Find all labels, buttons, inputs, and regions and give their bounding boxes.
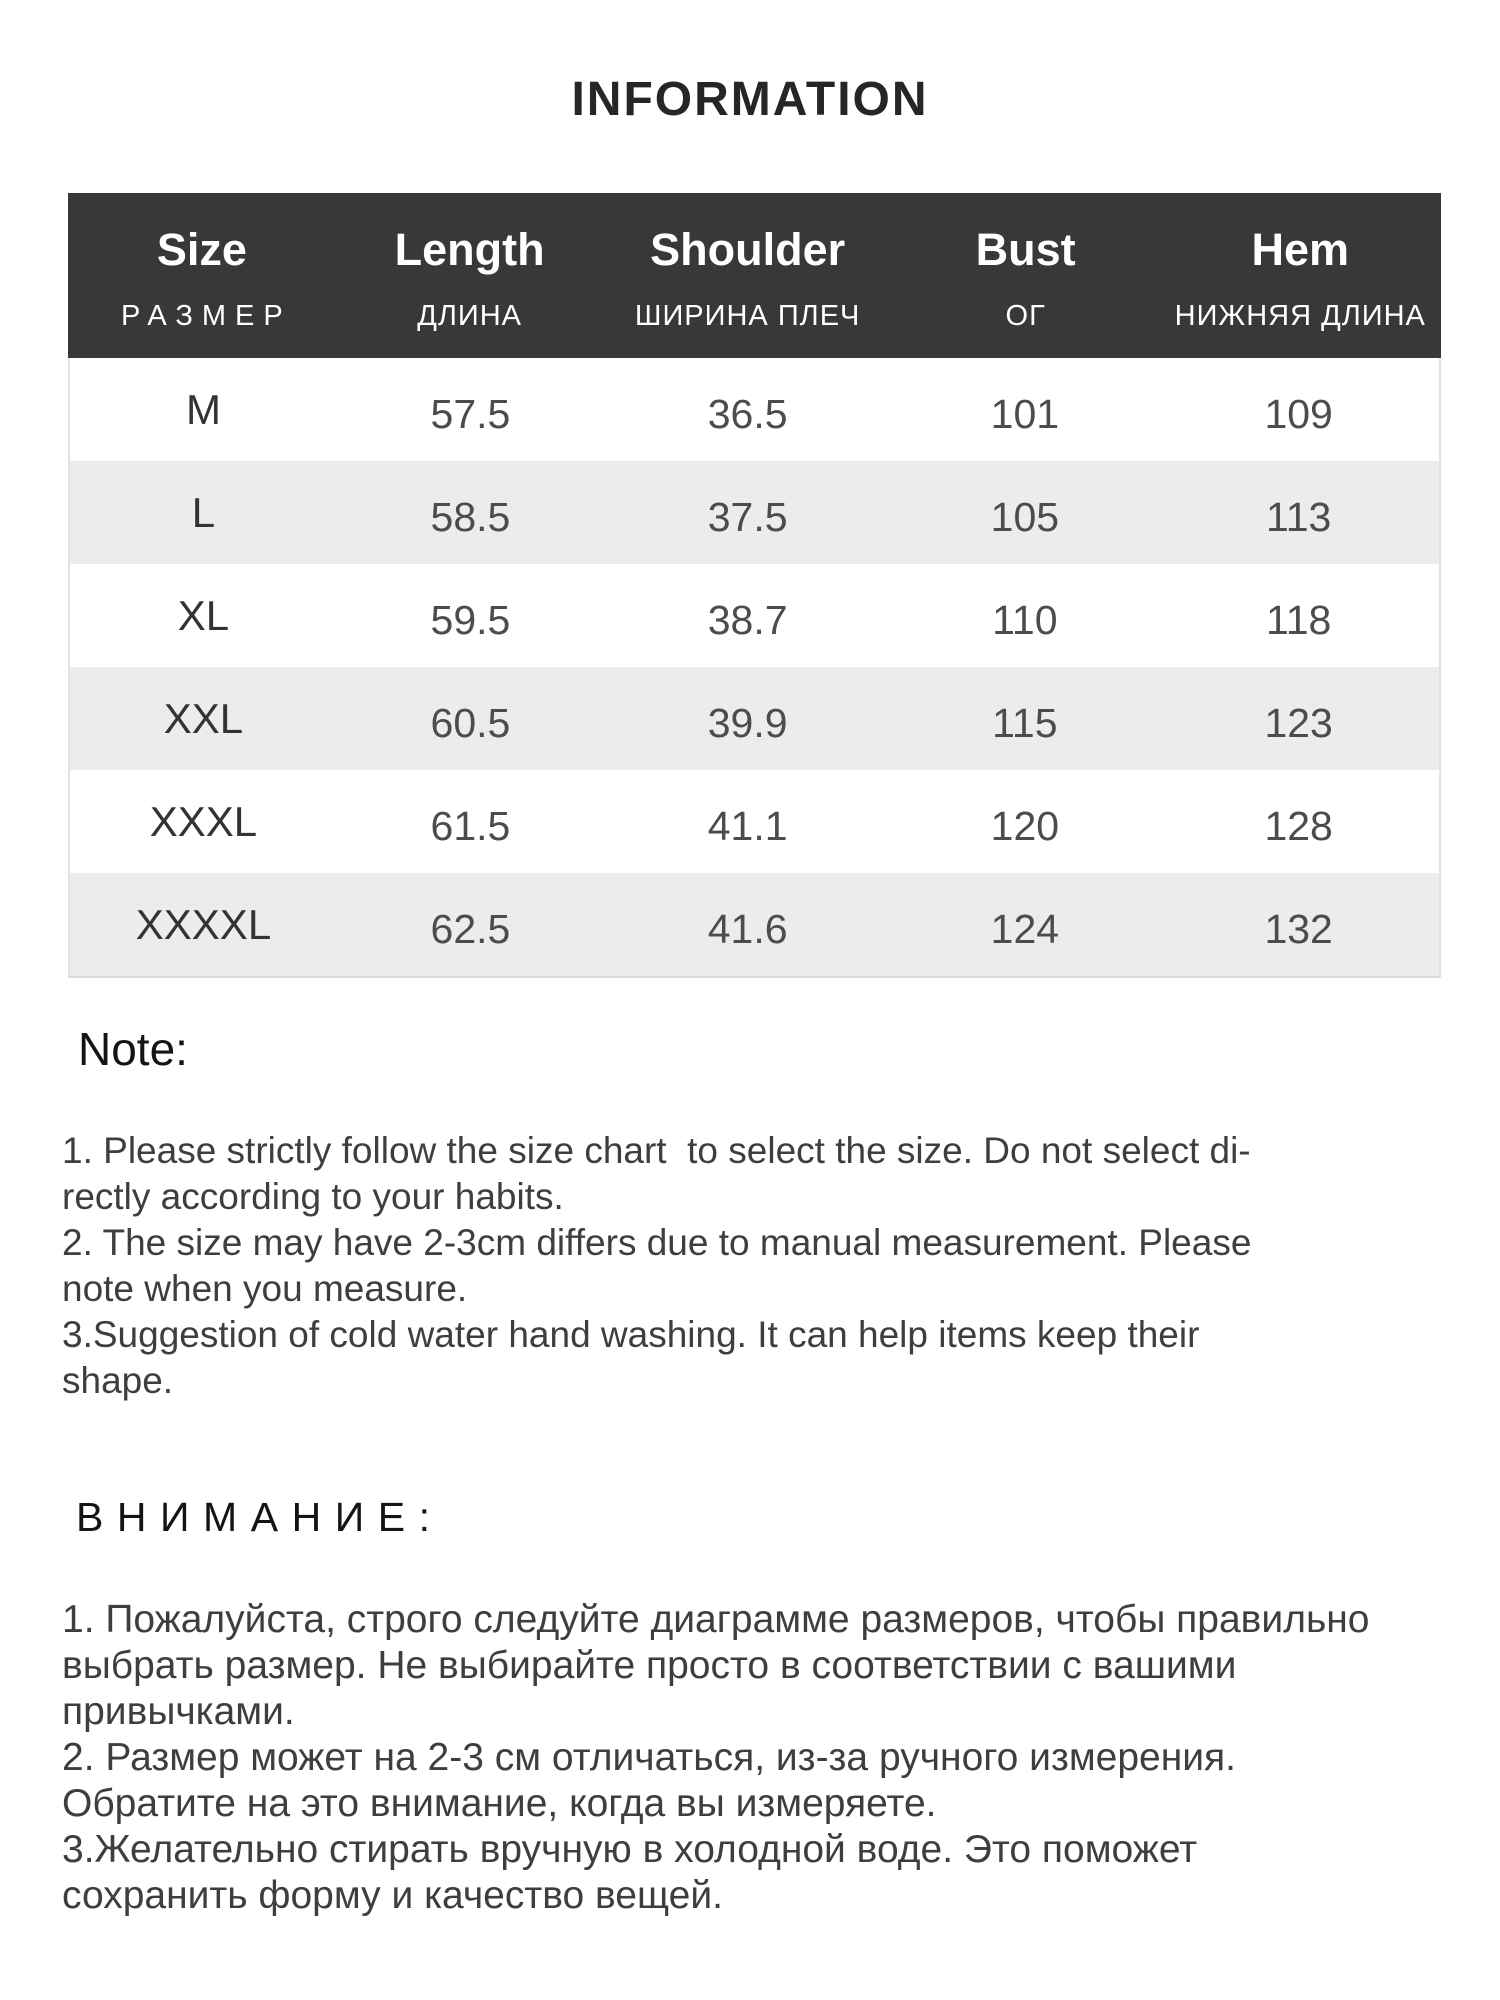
note-line: 3.Suggestion of cold water hand washing. It can help items keep their: [62, 1314, 1200, 1355]
hem-value: 128: [1264, 803, 1333, 849]
length-value: 60.5: [430, 700, 511, 746]
shoulder-value: 39.9: [707, 700, 788, 746]
length-value: 58.5: [430, 494, 511, 540]
bust-value: 124: [990, 906, 1060, 952]
note-line: 1. Пожалуйста, строго следуйте диаграмме размеров, чтобы правильно: [62, 1598, 1370, 1641]
length-value: 62.5: [430, 906, 511, 952]
column-header-hem: [1160, 193, 1441, 358]
size-value: M: [185, 385, 221, 433]
length-value: 59.5: [430, 597, 511, 643]
note-line: note when you measure.: [62, 1268, 468, 1309]
column-header-hem-ru: НИЖНЯЯ ДЛИНА: [1174, 300, 1426, 332]
note-line: Обратите на это внимание, когда вы измеряете.: [62, 1782, 937, 1825]
column-header-shoulder: [603, 193, 891, 358]
note-line: 2. Размер может на 2-3 см отличаться, из-за ручного измерения.: [62, 1736, 1236, 1779]
column-header-bust-en: Bust: [975, 224, 1076, 275]
table-row-m: [70, 358, 1439, 461]
note-line: сохранить форму и качество вещей.: [62, 1874, 723, 1917]
shoulder-value: 36.5: [707, 391, 788, 437]
column-header-bust-ru: ОГ: [1005, 300, 1046, 332]
shoulder-value: 41.1: [707, 803, 788, 849]
size-value: XL: [177, 591, 230, 639]
note-heading-english: Note:: [78, 1023, 188, 1075]
column-header-length: [336, 193, 604, 358]
bust-value: 115: [992, 700, 1058, 746]
size-value: L: [191, 488, 216, 536]
column-header-hem-en: Hem: [1251, 224, 1350, 275]
column-header-bust: [892, 193, 1160, 358]
note-section-russian: [62, 1494, 1462, 1919]
hem-value: 109: [1264, 391, 1333, 437]
hem-value: 123: [1264, 700, 1333, 746]
note-section-english: [62, 1022, 1462, 1404]
note-line: 2. The size may have 2-3cm differs due to manual measurement. Please: [62, 1222, 1252, 1263]
hem-value: 113: [1265, 494, 1332, 540]
note-heading-russian: ВНИМАНИЕ:: [76, 1494, 444, 1540]
size-value: XXL: [163, 694, 244, 742]
table-body: [68, 358, 1441, 978]
note-line: привычками.: [62, 1690, 295, 1733]
shoulder-value: 38.7: [707, 597, 788, 643]
bust-value: 120: [990, 803, 1060, 849]
table-row-xl: [70, 564, 1439, 667]
note-line: shape.: [62, 1360, 174, 1401]
table-header-row: [68, 193, 1441, 358]
size-value: XXXL: [149, 797, 258, 845]
length-value: 57.5: [430, 391, 511, 437]
shoulder-value: 37.5: [707, 494, 788, 540]
column-header-length-en: Length: [394, 224, 545, 275]
table-row-xxxl: [70, 770, 1439, 873]
column-header-length-ru: ДЛИНА: [417, 300, 522, 332]
bust-value: 110: [992, 597, 1058, 643]
note-line: rectly according to your habits.: [62, 1176, 564, 1217]
size-value: XXXXL: [135, 900, 272, 948]
table-row-xxl: [70, 667, 1439, 770]
table-row-xxxxl: [70, 873, 1439, 976]
table-row-l: [70, 461, 1439, 564]
hem-value: 132: [1264, 906, 1333, 952]
page-title: INFORMATION: [571, 73, 929, 126]
length-value: 61.5: [430, 803, 511, 849]
size-chart-table: [68, 193, 1441, 978]
shoulder-value: 41.6: [707, 906, 788, 952]
bust-value: 101: [990, 391, 1060, 437]
column-header-size-ru: РАЗМЕР: [120, 300, 292, 332]
note-line: 3.Желательно стирать вручную в холодной воде. Это поможет: [62, 1828, 1198, 1871]
note-line: 1. Please strictly follow the size chart to select the size. Do not select di-: [62, 1130, 1251, 1171]
hem-value: 118: [1265, 597, 1332, 643]
column-header-size-en: Size: [156, 224, 247, 275]
column-header-size: [68, 193, 336, 358]
column-header-shoulder-ru: ШИРИНА ПЛЕЧ: [634, 300, 861, 332]
note-line: выбрать размер. Не выбирайте просто в соответствии с вашими: [62, 1644, 1237, 1687]
column-header-shoulder-en: Shoulder: [650, 224, 846, 275]
bust-value: 105: [990, 494, 1060, 540]
